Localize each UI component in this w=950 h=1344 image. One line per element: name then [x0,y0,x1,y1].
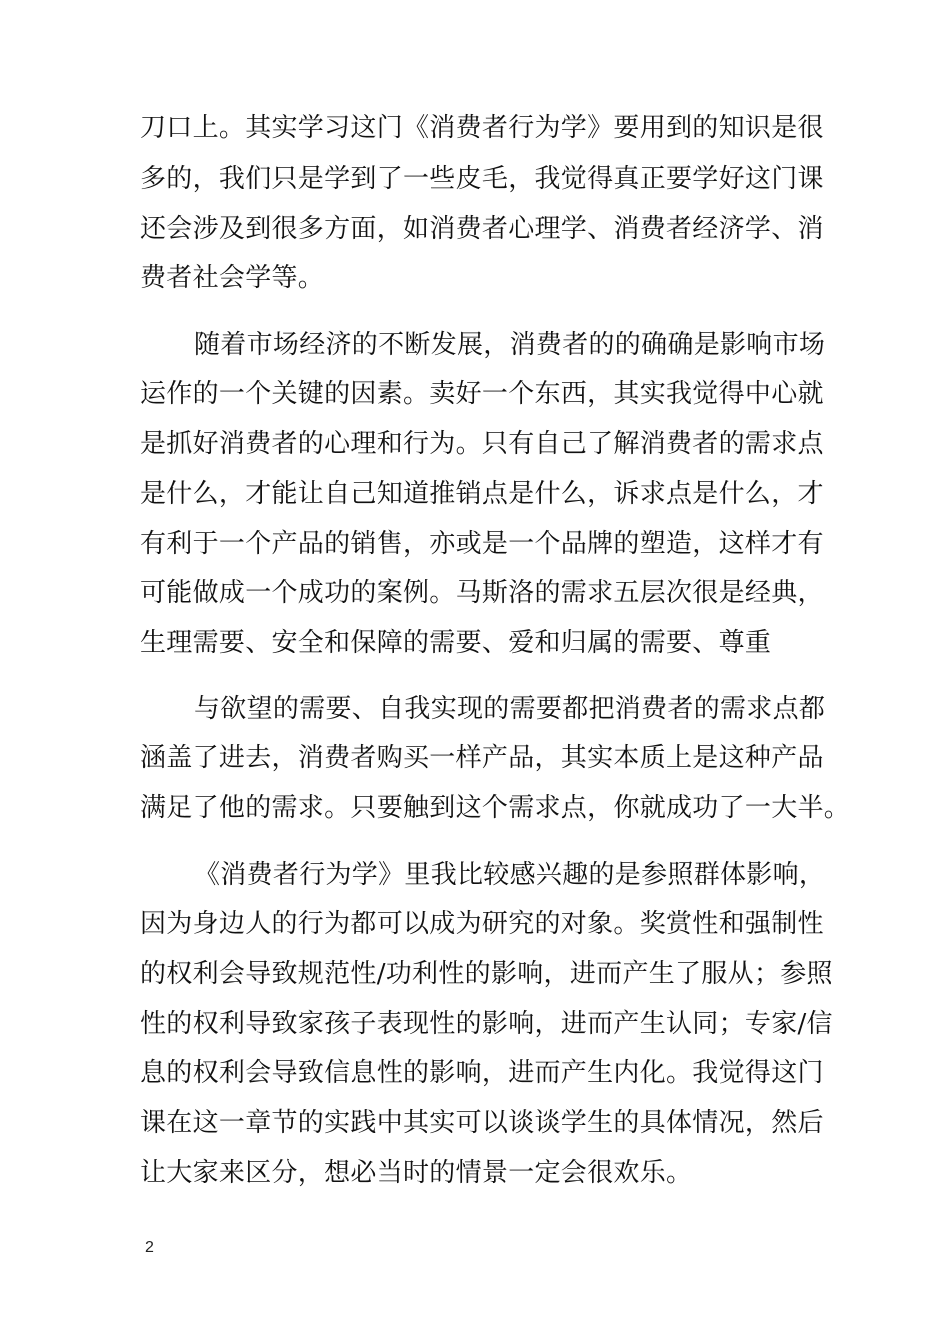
paragraph-line: 涵盖了进去，消费者购买一样产品，其实本质上是这种产品 [140,743,824,773]
paragraph-line: 费者社会学等。 [140,263,325,293]
paragraph-line: 《消费者行为学》里我比较感兴趣的是参照群体影响， [194,860,826,890]
paragraph-line: 还会涉及到很多方面，如消费者心理学、消费者经济学、消 [140,214,824,244]
paragraph-line: 的权利会导致规范性/功利性的影响，进而产生了服从；参照 [140,959,833,989]
paragraph-line: 性的权利导致家孩子表现性的影响，进而产生认同；专家/信 [140,1009,833,1039]
paragraph-line: 课在这一章节的实践中其实可以谈谈学生的具体情况，然后 [140,1108,824,1138]
paragraph-line: 是抓好消费者的心理和行为。只有自己了解消费者的需求点 [140,429,824,459]
paragraph-line: 运作的一个关键的因素。卖好一个东西，其实我觉得中心就 [140,379,824,409]
paragraph-line: 让大家来区分，想必当时的情景一定会很欢乐。 [140,1158,693,1188]
paragraph-line: 息的权利会导致信息性的影响，进而产生内化。我觉得这门 [140,1058,824,1088]
paragraph-line: 可能做成一个成功的案例。马斯洛的需求五层次很是经典， [140,578,824,608]
paragraph-line: 因为身边人的行为都可以成为研究的对象。奖赏性和强制性 [140,909,824,939]
paragraph-line: 多的，我们只是学到了一些皮毛，我觉得真正要学好这门课 [140,164,824,194]
paragraph-line: 有利于一个产品的销售，亦或是一个品牌的塑造，这样才有 [140,529,824,559]
page-number: 2 [145,1239,154,1256]
paragraph-line: 刀口上。其实学习这门《消费者行为学》要用到的知识是很 [140,113,824,143]
paragraph-line: 随着市场经济的不断发展，消费者的的确确是影响市场 [194,330,826,360]
paragraph-line: 满足了他的需求。只要触到这个需求点，你就成功了一大半。 [140,793,851,823]
paragraph-line: 是什么，才能让自己知道推销点是什么，诉求点是什么，才 [140,479,824,509]
paragraph-line: 生理需要、安全和保障的需要、爱和归属的需要、尊重 [140,628,772,658]
paragraph-line: 与欲望的需要、自我实现的需要都把消费者的需求点都 [194,694,826,724]
